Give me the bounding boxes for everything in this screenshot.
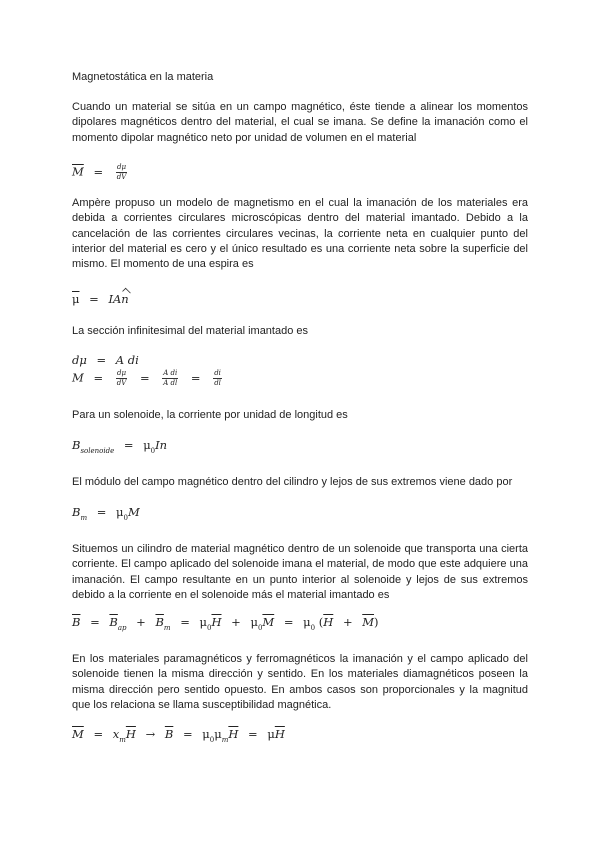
equation-susceptibility: $\overline{M} = x_m\overline{H} \to \overline{B} = \mu_0\mu_m\overline{H} = \mu\overline{H}$ — [72, 727, 285, 744]
equation-solenoid: $B_{solenoide} = \mu_0In$ — [72, 438, 168, 455]
equation-total-field: $\overline{B} = \overline{B}_{ap} + \overline{B}_m = \mu_0\overline{H} + \mu_0\overline{M} = \mu_0$ $(\overline{H} + \overline{M})$ — [72, 615, 379, 632]
equation-field-magnetization: $B_m = \mu_0M$ — [72, 505, 140, 522]
equation-magnetization-current: M = $\frac{d\mu}{dV}$ = $\frac{\text{A di}}{\text{A dl}}$ = $\frac{di}{dl}$ — [72, 369, 221, 387]
paragraph-5: El módulo del campo magnético dentro del cilindro y lejos de sus extremos viene dado por — [72, 476, 513, 488]
equation-magnetization: $\overline{M}$ = $\frac{d\mu}{dV}$ — [72, 163, 127, 181]
paragraph-1: Cuando un material se sitúa en un campo magnético, éste tiende a alinear los momentos dipolares magnéticos dentro del material, el cual se imana. Se define la imanación como el momento dipolar magnético neto por unidad de volumen en el material — [72, 101, 528, 144]
paragraph-7: En los materiales paramagnéticos y ferromagnéticos la imanación y el campo aplicado del solenoide tienen la misma dirección y sentido. En los materiales diamagnéticos poseen la misma dirección pero sentido opuesto. En ambos casos son proporcionales y la magnitud que los relaciona se llama susceptibilidad magnética. — [72, 653, 528, 711]
paragraph-2: Ampère propuso un modelo de magnetismo en el cual la imanación de los materiales era debida a corrientes circulares microscópicas dentro del material imantado. Debido a la cancelación de las corrientes circulares vecinas, la corriente neta en cualquier punto del interior del material es cero y el único resultado es una corriente neta sobre la superficie del mismo. El momento de una espira es — [72, 197, 528, 271]
equation-infinitesimal-moment: dμ = A di — [72, 353, 139, 367]
document-title: Magnetostática en la materia — [72, 71, 214, 83]
equation-loop-moment: $\overline{\mu}$ = IAn — [72, 292, 129, 306]
paragraph-6: Situemos un cilindro de material magnético dentro de un solenoide que transporta una cierta corriente. El campo aplicado del solenoide imana el material, de modo que este adquiere una imanación. El campo resultante en un punto interior al solenoide y lejos de sus extremos debido a la corriente en el solenoide más el material imantado es — [72, 543, 528, 601]
paragraph-3: La sección infinitesimal del material imantado es — [72, 325, 309, 337]
paragraph-4: Para un solenoide, la corriente por unidad de longitud es — [72, 409, 348, 421]
